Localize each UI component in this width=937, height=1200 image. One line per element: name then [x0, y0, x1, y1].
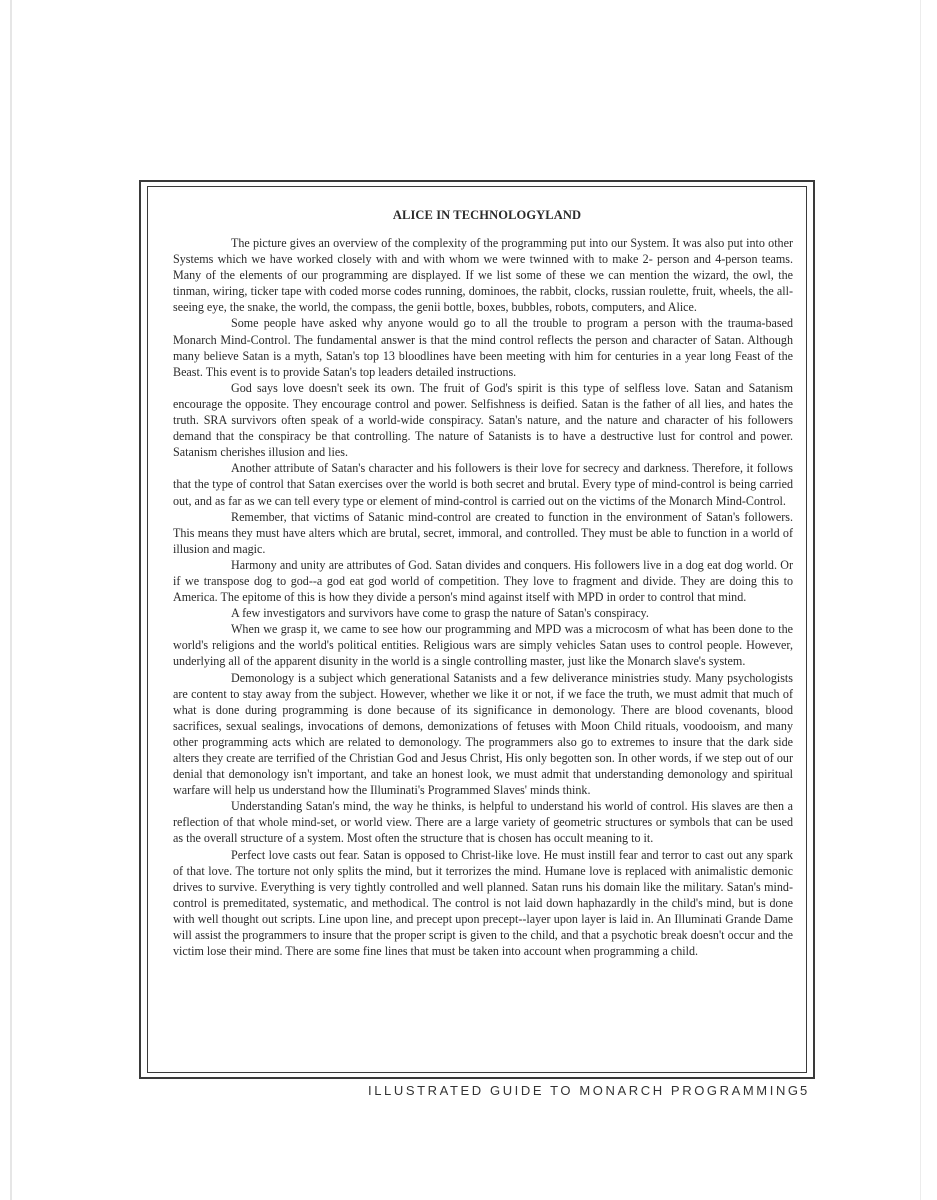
article-title: ALICE IN TECHNOLOGYLAND	[392, 208, 582, 222]
paragraph-perfect-love: Perfect love casts out fear. Satan is opposed to Christ-like love. He must instill fear and terror to cast out any spark of that love. The torture not only splits the mind, but it terrorizes the mind. Humane love is replaced with animalistic demonic drives to survive. Everything is very tightly controlled and well planned. Satan runs his domain like the military. Satan's mind-control is premeditated, systematic, and methodical. The control is not laid down haphazardly in the child's mind, but is done with well thought out scripts. Line upon line, and precept upon precept--layer upon layer is laid in. An Illuminati Grande Dame will assist the programmers to insure that the proper script is given to the child, and that a psychotic break doesn't occur and the victim lose their mind. There are some fine lines that must be taken into account when programming a child.	[173, 847, 793, 959]
page-edge-right	[920, 0, 921, 1200]
paragraph-investigators: A few investigators and survivors have come to grasp the nature of Satan's conspiracy.	[231, 606, 649, 621]
paragraph-selfless-love: God says love doesn't seek its own. The fruit of God's spirit is this type of selfless love. Satan and Satanism encourage the opposite. They encourage control and power. Selfishness is deified. Satan is the father of all lies, and hates the truth. SRA survivors often speak of a world-wide conspiracy. Satan's nature, and the nature and character of his followers demand that the conspiracy be that controlling. The nature of Satanists is to have a destructive lust for control and power. Satanism cherishes illusion and lies.	[173, 380, 793, 460]
paragraph-microcosm: When we grasp it, we came to see how our programming and MPD was a microcosm of what has been done to the world's religions and the world's political entities. Religious wars are simply vehicles Satan uses to control people. However, underlying all of the apparent disunity in the world is a single controlling master, just like the Monarch slave's system.	[173, 622, 793, 669]
article-body	[173, 235, 793, 959]
page-number: 5	[800, 1083, 808, 1098]
paragraph-secrecy: Another attribute of Satan's character and his followers is their love for secrecy and darkness. Therefore, it follows that the type of control that Satan exercises over the world is both secret and brutal. Every type of mind-control is being carried out, and as far as we can tell every type or element of mind-control is carried out on the victims of the Monarch Mind-Control.	[173, 461, 793, 508]
paragraph-why-program: Some people have asked why anyone would go to all the trouble to program a person with the trauma-based Monarch Mind-Control. The fundamental answer is that the mind control reflects the person and character of Satan. Although many believe Satan is a myth, Satan's top 13 bloodlines have been meeting with him for centuries in a year long Feast of the Beast. This event is to provide Satan's top leaders detailed instructions.	[173, 316, 793, 379]
page-edge-left	[10, 0, 12, 1200]
paragraph-harmony: Harmony and unity are attributes of God. Satan divides and conquers. His followers live in a dog eat dog world. Or if we transpose dog to god--a god eat god world of competition. They love to fragment and divide. They are doing this to America. The epitome of this is how they divide a person's mind against itself with MPD in order to control that mind.	[173, 557, 793, 605]
paragraph-environment: Remember, that victims of Satanic mind-control are created to function in the environment of Satan's followers. This means they must have alters which are brutal, secret, immoral, and controlled. They must be able to function in a world of illusion and magic.	[173, 509, 793, 556]
text-frame	[147, 186, 807, 1073]
paragraph-satans-mind: Understanding Satan's mind, the way he thinks, is helpful to understand his world of control. His slaves are then a reflection of that whole mind-set, or world view. There are a large variety of geometric structures or symbols that can be used as the overall structure of a system. Most often the structure that is chosen has occult meaning to it.	[173, 799, 793, 846]
running-footer-book-title: ILLUSTRATED GUIDE TO MONARCH PROGRAMMING	[368, 1083, 801, 1098]
paragraph-overview: The picture gives an overview of the complexity of the programming put into our System. It was also put into other Systems which we have worked closely with and with whom we were twinned with to make 2- person and 4-person teams. Many of the elements of our programming are displayed. If we list some of these we can mention the wizard, the owl, the tinman, wiring, ticker tape with coded morse codes running, dominoes, the rabbit, clocks, russian roulette, fruit, wheels, the all-seeing eye, the snake, the world, the compass, the genii bottle, boxes, bubbles, robots, computers, and Alice.	[173, 236, 793, 315]
paragraph-demonology: Demonology is a subject which generational Satanists and a few deliverance ministries study. Many psychologists are content to stay away from the subject. However, whether we like it or not, if we face the truth, we must admit that much of what is done during programming is done because of its significance in demonology. There are blood covenants, blood sacrifices, sexual sealings, invocations of demons, demonizations of fetuses with Moon Child rituals, voodooism, and many other programming acts which are related to demonology. The programmers also go to extremes to insure that the dark side alters they create are terrified of the Christian God and Jesus Christ, His only begotten son. In other words, if we step out of our denial that demonology isn't important, and take an honest look, we must admit that understanding demonology and spiritual warfare will help us understand how the Illuminati's Programmed Slaves' minds think.	[173, 670, 793, 798]
